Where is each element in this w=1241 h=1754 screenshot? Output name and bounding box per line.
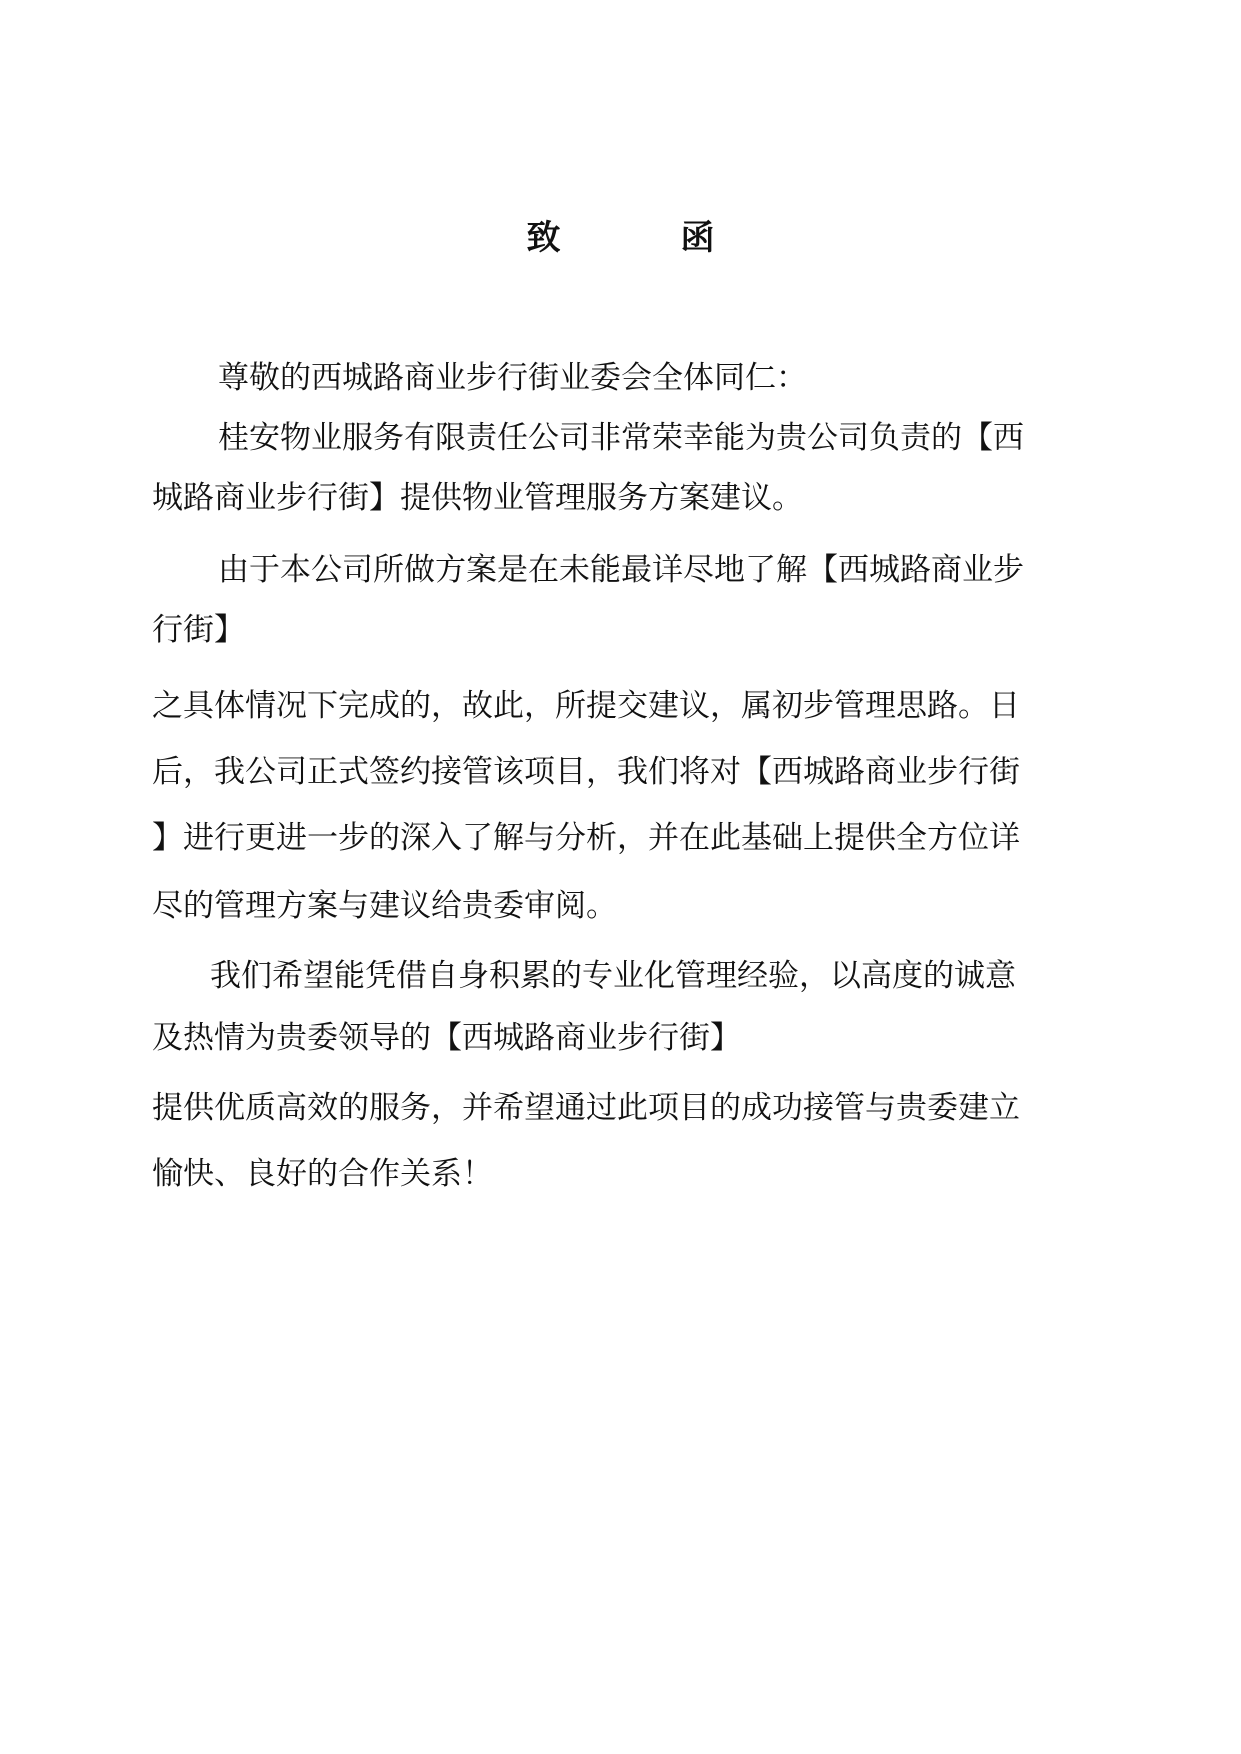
- title-char-2: 函: [680, 218, 715, 258]
- paragraph-line: 桂安物业服务有限责任公司非常荣幸能为贵公司负责的【西: [218, 420, 1024, 456]
- paragraph-line: 城路商业步行街】提供物业管理服务方案建议。: [152, 480, 803, 516]
- paragraph-line: 及热情为贵委领导的【西城路商业步行街】: [152, 1020, 741, 1056]
- paragraph-line: 由于本公司所做方案是在未能最详尽地了解【西城路商业步: [218, 552, 1024, 588]
- letter-title: [0, 208, 1241, 268]
- salutation: 尊敬的西城路商业步行街业委会全体同仁：: [218, 360, 807, 396]
- paragraph-line: 后，我公司正式签约接管该项目，我们将对【西城路商业步行街: [152, 754, 1020, 790]
- paragraph-line: 愉快、良好的合作关系！: [152, 1156, 493, 1192]
- paragraph-line: 之具体情况下完成的，故此，所提交建议，属初步管理思路。日: [152, 688, 1020, 724]
- paragraph-line: 提供优质高效的服务，并希望通过此项目的成功接管与贵委建立: [152, 1090, 1020, 1126]
- paragraph-line: 尽的管理方案与建议给贵委审阅。: [152, 888, 617, 924]
- paragraph-line: 我们希望能凭借自身积累的专业化管理经验，以高度的诚意: [210, 958, 1016, 994]
- paragraph-line: 】进行更进一步的深入了解与分析，并在此基础上提供全方位详: [152, 820, 1020, 856]
- paragraph-line: 行街】: [152, 612, 245, 648]
- title-char-1: 致: [526, 218, 561, 258]
